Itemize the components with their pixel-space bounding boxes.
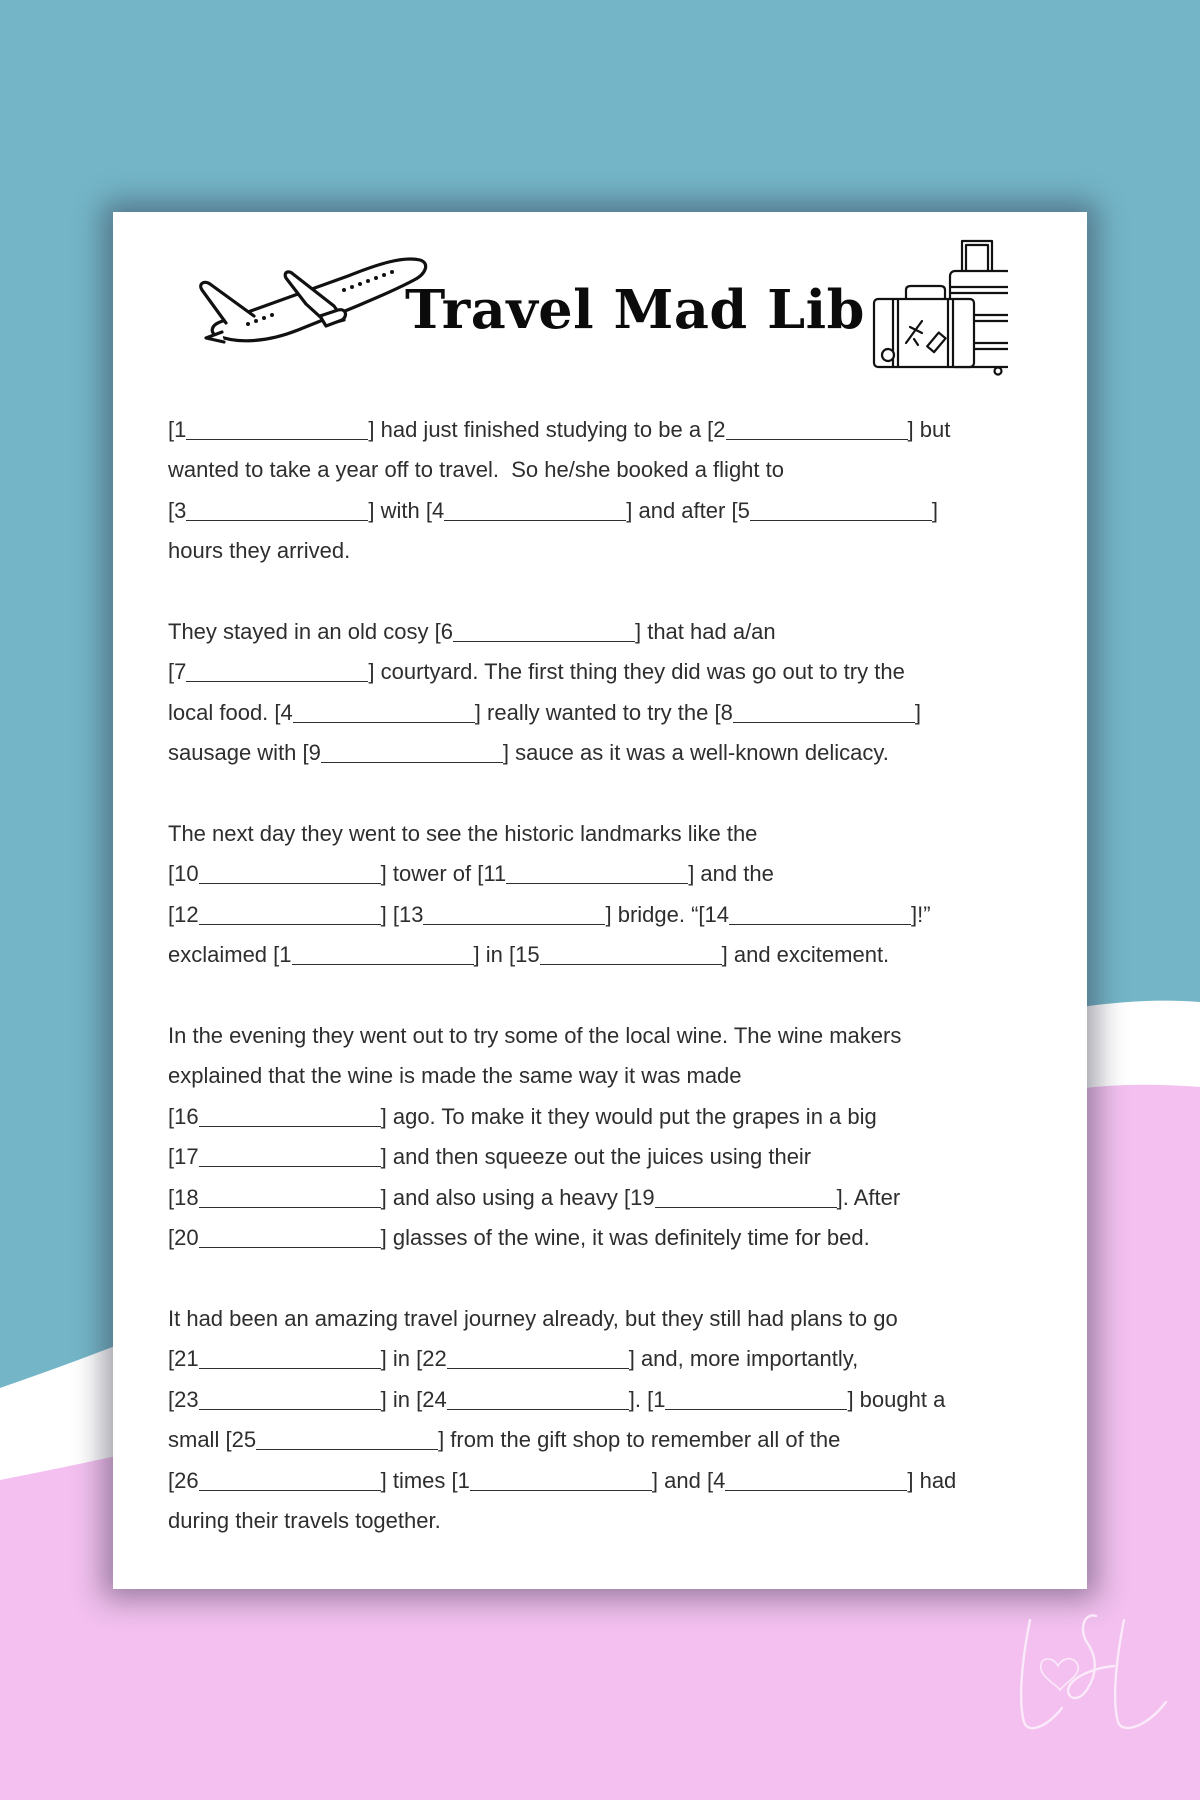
story-line [168,450,1048,490]
blank-underline[interactable] [655,1186,837,1208]
blank-number: 14 [704,901,730,927]
blank-number: 4 [431,497,445,523]
blank-number: 24 [422,1386,447,1412]
fill-in-blank[interactable] [274,693,481,733]
fill-in-blank[interactable] [426,491,633,531]
story-text: wanted to take a year off to travel. So he/she booked a flight to [168,457,784,483]
blank-close-bracket: ] [628,1386,635,1412]
story-text: bridge. “ [611,901,699,927]
blank-underline[interactable] [292,943,474,965]
mad-lib-story [168,410,1048,1582]
blank-underline[interactable] [540,943,722,965]
fill-in-blank[interactable] [647,1380,854,1420]
story-text: In the evening they went out to try some of the local wine. The wine makers [168,1023,902,1049]
story-text: during their travels together. [168,1507,441,1533]
story-text: and after [632,497,732,523]
blank-number: 7 [174,659,187,685]
fill-in-blank[interactable] [168,1380,387,1420]
story-text: and also using a heavy [386,1184,625,1210]
blank-open-bracket: [ [168,1386,175,1412]
fill-in-blank[interactable] [273,935,480,975]
blank-open-bracket: [ [698,901,705,927]
story-line [168,612,1048,652]
fill-in-blank[interactable] [416,1339,635,1379]
story-line [168,1056,1048,1096]
blank-open-bracket: [ [509,942,516,968]
blank-number: 13 [398,901,424,927]
story-line [168,1501,1048,1541]
page-title: Travel Mad Lib [405,279,865,341]
story-line [168,895,1048,935]
blank-close-bracket: ] [847,1386,854,1412]
fill-in-blank[interactable] [452,1461,659,1501]
story-text: that had a/an [641,619,776,645]
fill-in-blank[interactable] [168,1218,387,1258]
blank-underline[interactable] [199,1347,381,1369]
story-text: courtyard. The first thing they did was go out to try the [374,659,905,685]
fill-in-blank[interactable] [168,1461,387,1501]
story-line [168,1016,1048,1056]
blank-number: 10 [174,861,199,887]
blank-open-bracket: [ [647,1386,654,1412]
blank-number: 26 [174,1467,199,1493]
story-text: and [658,1467,707,1493]
fill-in-blank[interactable] [707,410,914,450]
blank-open-bracket: [ [477,861,484,887]
story-text: sauce as it was a well-known delicacy. [509,740,889,766]
story-line [168,1299,1048,1339]
blank-underline[interactable] [729,903,911,925]
blank-underline[interactable] [199,1105,381,1127]
blank-close-bracket: ] [380,1386,387,1412]
story-line [168,1461,1048,1501]
blank-number: 20 [174,1225,199,1251]
blank-open-bracket: [ [624,1184,631,1210]
blank-open-bracket: [ [706,1467,714,1493]
blank-open-bracket: [ [425,497,432,523]
blank-close-bracket: ] [438,1427,445,1453]
blank-number: 23 [174,1386,199,1412]
fill-in-blank[interactable] [168,652,375,692]
story-line [168,491,1048,531]
blank-number: 1 [174,417,187,442]
story-text: The next day they went to see the historic landmarks like the [168,821,758,847]
fill-in-blank[interactable] [168,410,375,450]
blank-underline[interactable] [726,418,908,440]
blank-close-bracket: ] [368,497,375,523]
story-text: glasses of the wine, it was definitely time for bed. [386,1225,870,1251]
blank-close-bracket: ] [380,1103,387,1129]
blank-underline[interactable] [186,418,368,440]
story-text: but [913,417,951,442]
blank-underline[interactable] [447,1347,629,1369]
blank-close-bracket: ] [651,1467,659,1493]
blank-close-bracket: ] [502,740,510,766]
story-text: times [386,1467,452,1493]
blank-close-bracket: ] [721,942,728,968]
blank-close-bracket: ] [836,1184,843,1210]
fill-in-blank[interactable] [714,693,921,733]
fill-in-blank[interactable] [416,1380,635,1420]
story-text: tower of [386,861,478,887]
story-paragraph [168,1016,1048,1258]
blank-number: 1 [653,1386,666,1412]
blank-open-bracket: [ [731,497,738,523]
story-paragraph [168,1299,1048,1541]
blank-underline[interactable] [199,1186,381,1208]
fill-in-blank[interactable] [477,854,694,894]
blank-open-bracket: [ [168,1144,175,1170]
story-text: from the gift shop to remember all of the [444,1427,841,1453]
blank-underline[interactable] [186,499,368,521]
blank-number: 4 [280,699,293,725]
story-text: had just finished studying to be a [374,417,708,442]
blank-number: 9 [308,740,321,766]
story-text: in [386,1346,417,1372]
story-text: sausage with [168,740,303,766]
blank-underline[interactable] [199,862,381,884]
fill-in-blank[interactable] [168,895,387,935]
fill-in-blank[interactable] [393,895,612,935]
story-text: really wanted to try the [480,699,715,725]
blank-underline[interactable] [256,1428,438,1450]
story-text: had [913,1467,957,1493]
story-text: hours they arrived. [168,538,351,564]
story-text: and the [694,861,774,887]
blank-open-bracket: [ [416,1346,423,1372]
blank-underline[interactable] [321,741,503,763]
blank-underline[interactable] [470,1469,652,1491]
blank-number: 4 [713,1467,726,1493]
blank-number: 5 [737,497,750,523]
blank-open-bracket: [ [168,659,175,685]
blank-close-bracket: ] [380,861,387,887]
watermark-logo [1006,1610,1181,1740]
blank-number: 15 [515,942,540,968]
fill-in-blank[interactable] [168,854,387,894]
fill-in-blank[interactable] [731,491,938,531]
story-line [168,733,1048,773]
story-text: with [374,497,426,523]
story-text: in [479,942,510,968]
story-line [168,1420,1048,1460]
blank-number: 6 [440,619,453,645]
fill-in-blank[interactable] [168,1137,387,1177]
story-text: bought a [853,1386,946,1412]
blank-number: 25 [231,1427,257,1453]
blank-open-bracket: [ [168,861,175,887]
story-text: !” [917,901,931,927]
story-text: . After [842,1184,901,1210]
blank-close-bracket: ] [907,417,914,442]
blank-underline[interactable] [199,1226,381,1248]
blank-underline[interactable] [453,620,635,642]
blank-underline[interactable] [444,499,626,521]
blank-open-bracket: [ [168,417,175,442]
blank-underline[interactable] [447,1388,629,1410]
fill-in-blank[interactable] [168,1339,387,1379]
story-text: . [634,1386,648,1412]
blank-underline[interactable] [199,1469,381,1491]
blank-underline[interactable] [199,1388,381,1410]
fill-in-blank[interactable] [509,935,728,975]
blank-close-bracket: ] [688,861,695,887]
blank-close-bracket: ] [914,699,921,725]
story-text: and, more importantly, [634,1346,859,1372]
blank-open-bracket: [ [168,497,175,523]
story-line [168,410,1048,450]
blank-underline[interactable] [725,1469,907,1491]
fill-in-blank[interactable] [225,1420,444,1460]
story-line [168,1178,1048,1218]
blank-open-bracket: [ [392,901,399,927]
blank-underline[interactable] [423,903,605,925]
story-text: small [168,1427,226,1453]
blank-open-bracket: [ [168,1346,175,1372]
blank-close-bracket: ] [380,1144,387,1170]
blank-open-bracket: [ [302,740,309,766]
blank-underline[interactable] [733,701,915,723]
blank-underline[interactable] [750,499,932,521]
airplane-icon [188,250,430,354]
blank-underline[interactable] [199,1145,381,1167]
fill-in-blank[interactable] [303,733,510,773]
blank-open-bracket: [ [168,1184,175,1210]
blank-underline[interactable] [199,903,381,925]
blank-open-bracket: [ [168,901,175,927]
blank-number: 1 [457,1467,470,1493]
story-line [168,693,1048,733]
blank-number: 22 [422,1346,447,1372]
blank-open-bracket: [ [451,1467,458,1493]
blank-close-bracket: ] [605,901,612,927]
story-line [168,652,1048,692]
luggage-icon [866,235,1008,377]
blank-open-bracket: [ [168,1467,175,1493]
blank-open-bracket: [ [168,1103,175,1129]
story-text: They stayed in an old cosy [168,619,435,645]
blank-number: 8 [720,699,733,725]
story-text: local food. [168,699,275,725]
blank-close-bracket: ] [626,497,633,523]
story-paragraph [168,410,1048,572]
blank-close-bracket: ] [380,901,387,927]
story-line [168,854,1048,894]
story-text: and excitement. [727,942,890,968]
story-line [168,531,1048,571]
blank-close-bracket: ] [473,942,480,968]
blank-close-bracket: ] [380,1346,387,1372]
blank-close-bracket: ] [474,699,481,725]
blank-number: 21 [174,1346,199,1372]
fill-in-blank[interactable] [168,1178,387,1218]
blank-number: 11 [483,861,507,887]
blank-open-bracket: [ [168,1225,175,1251]
story-text: exclaimed [168,942,274,968]
blank-close-bracket: ] [931,497,938,523]
blank-close-bracket: ] [911,901,918,927]
story-line [168,1218,1048,1258]
story-text: in [386,1386,417,1412]
blank-number: 12 [174,901,199,927]
blank-number: 18 [174,1184,199,1210]
blank-close-bracket: ] [380,1225,387,1251]
story-text: explained that the wine is made the same way it was made [168,1063,742,1089]
story-text: ago. To make it they would put the grapes in a big [386,1103,877,1129]
blank-close-bracket: ] [628,1346,635,1372]
fill-in-blank[interactable] [435,612,642,652]
story-line [168,1339,1048,1379]
blank-number: 16 [174,1103,199,1129]
blank-number: 19 [630,1184,655,1210]
story-paragraph [168,814,1048,976]
story-line [168,1097,1048,1137]
blank-close-bracket: ] [368,417,375,442]
heart-icon [1041,1659,1078,1690]
fill-in-blank[interactable] [707,1461,914,1501]
story-line [168,1137,1048,1177]
story-line [168,935,1048,975]
fill-in-blank[interactable] [168,491,375,531]
blank-close-bracket: ] [380,1467,387,1493]
blank-open-bracket: [ [714,699,721,725]
blank-underline[interactable] [293,701,475,723]
fill-in-blank[interactable] [698,895,917,935]
blank-underline[interactable] [186,660,368,682]
blank-open-bracket: [ [434,619,441,645]
story-line [168,814,1048,854]
blank-underline[interactable] [506,862,688,884]
blank-number: 2 [713,417,726,442]
blank-open-bracket: [ [273,942,280,968]
blank-number: 17 [174,1144,199,1170]
story-line [168,1380,1048,1420]
blank-number: 1 [279,942,292,968]
blank-underline[interactable] [665,1388,847,1410]
blank-number: 3 [174,497,187,523]
blank-open-bracket: [ [274,699,281,725]
story-paragraph [168,612,1048,774]
fill-in-blank[interactable] [624,1178,843,1218]
blank-close-bracket: ] [368,659,375,685]
fill-in-blank[interactable] [168,1097,387,1137]
story-text: and then squeeze out the juices using their [386,1144,812,1170]
blank-close-bracket: ] [380,1184,387,1210]
blank-close-bracket: ] [907,1467,914,1493]
blank-open-bracket: [ [707,417,714,442]
blank-close-bracket: ] [634,619,642,645]
blank-open-bracket: [ [416,1386,423,1412]
story-text: It had been an amazing travel journey already, but they still had plans to go [168,1305,898,1331]
blank-open-bracket: [ [225,1427,232,1453]
